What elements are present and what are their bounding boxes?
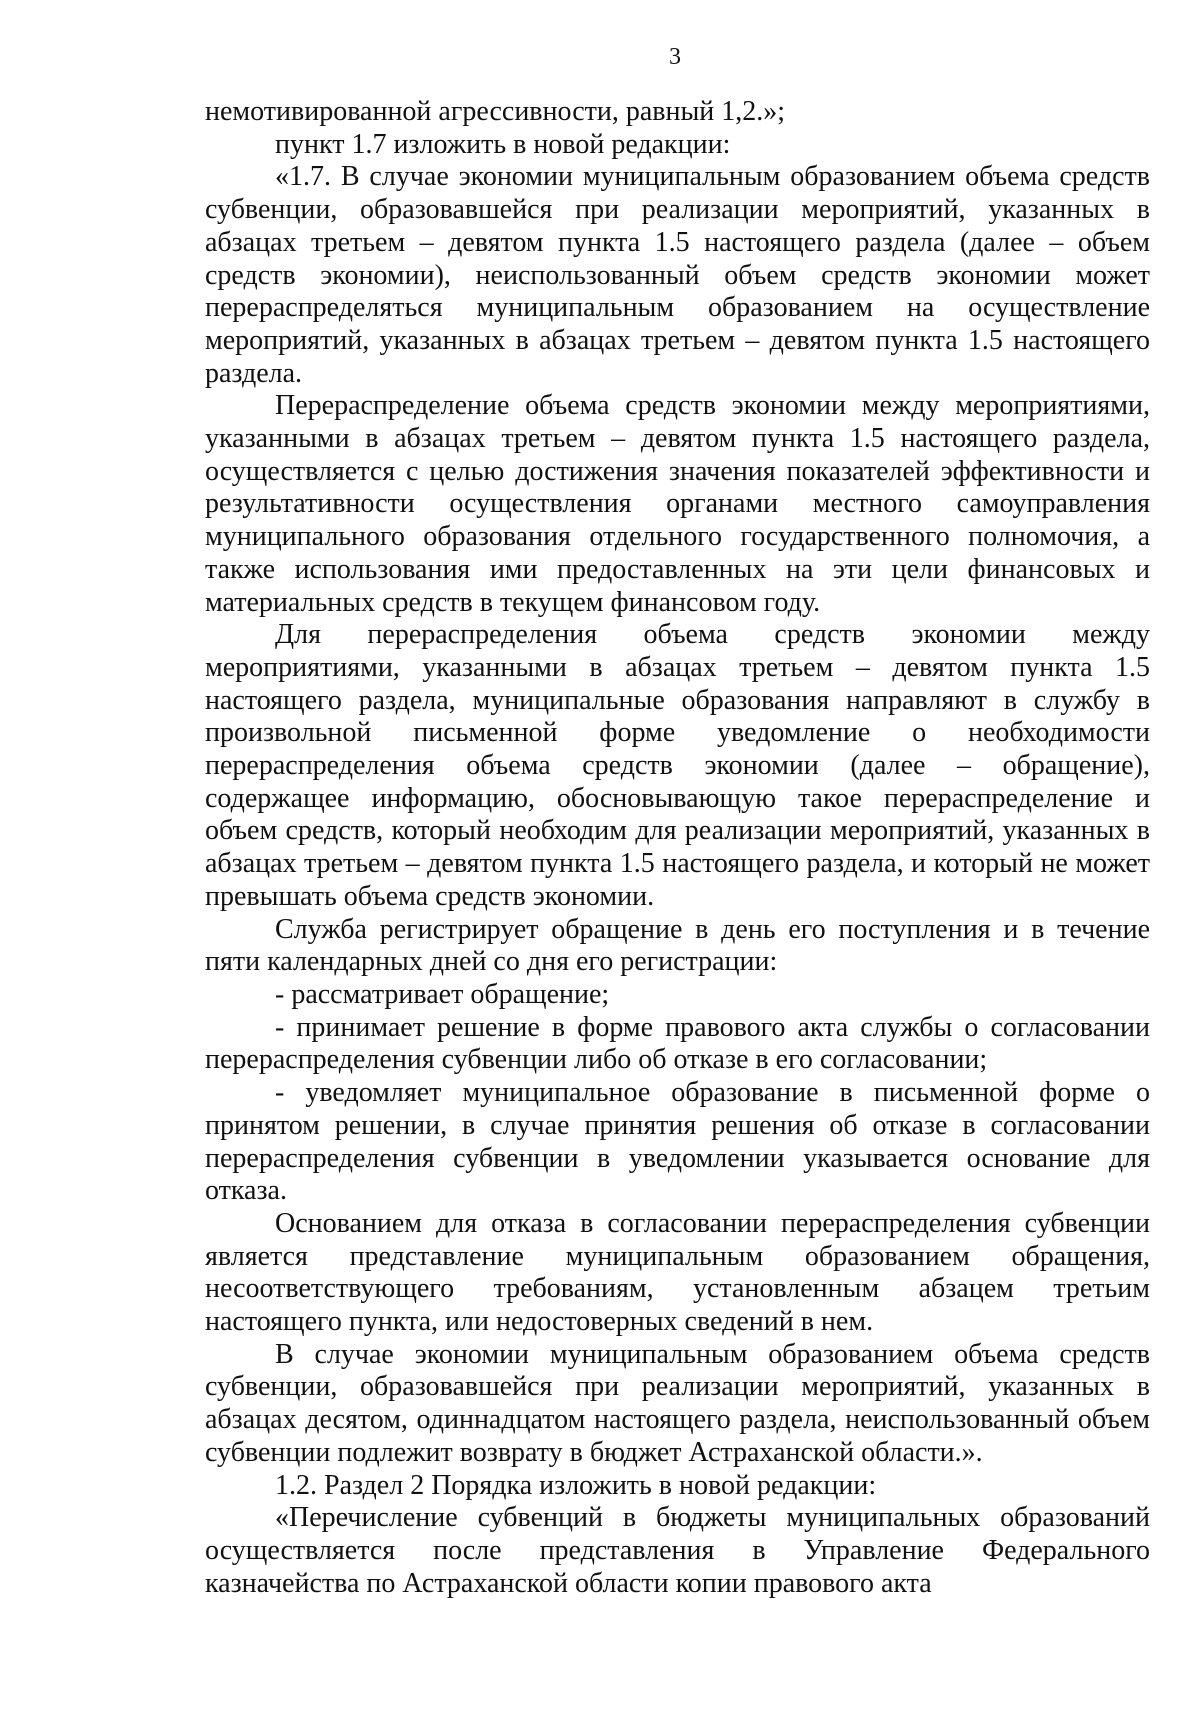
paragraph-section-2: «Перечисление субвенций в бюджеты муниципальных образований осуществляется после представления в Управление Федерального казначейства по Астраханской области копии правового акта: [205, 1502, 1150, 1599]
page-number: 3: [669, 44, 681, 70]
paragraph-redistribution-purpose: Перераспределение объема средств экономии между мероприятиями, указанными в абзацах третьем – девятом пункта 1.5 настоящего раздела, осуществляется с целью достижения значения показателей эффективности и результативности осуществления органами местного самоуправления муниципального образования отдельного государственного полномочия, а также использования ими предоставленных на эти цели финансовых и материальных средств в текущем финансовом году.: [205, 390, 1150, 618]
list-item-review: - рассматривает обращение;: [275, 978, 610, 1010]
paragraph-registration: Служба регистрирует обращение в день его поступления и в течение пяти календарных дней со дня его регистрации:: [205, 913, 1150, 978]
list-item-decision: - принимает решение в форме правового акта службы о согласовании перераспределения субвенции либо об отказе в его согласовании;: [205, 1011, 1150, 1076]
paragraph-refusal-grounds: Основанием для отказа в согласовании перераспределения субвенции является представление муниципальным образованием обращения, несоответствующего требованиям, установленным абзацем третьим настоящего пункта, или недостоверных сведений в нем.: [205, 1207, 1150, 1338]
paragraph-1-7: «1.7. В случае экономии муниципальным образованием объема средств субвенции, образовавшейся при реализации мероприятий, указанных в абзацах третьем – девятом пункта 1.5 настоящего раздела (далее – объем средств экономии), неиспользованный объем средств экономии может перераспределяться муниципальным образованием на осуществление мероприятий, указанных в абзацах третьем – девятом пункта 1.5 настоящего раздела.: [205, 161, 1150, 389]
paragraph-redistribution-request: Для перераспределения объема средств экономии между мероприятиями, указанными в абзацах третьем – девятом пункта 1.5 настоящего раздела, муниципальные образования направляют в службу в произвольной письменной форме уведомление о необходимости перераспределения объема средств экономии (далее – обращение), содержащее информацию, обосновывающую такое перераспределение и объем средств, который необходим для реализации мероприятий, указанных в абзацах третьем – девятом пункта 1.5 настоящего раздела, и который не может превышать объема средств экономии.: [205, 619, 1150, 912]
document-body: [205, 96, 1150, 1600]
paragraph-return-to-budget: В случае экономии муниципальным образованием объема средств субвенции, образовавшейся при реализации мероприятий, указанных в абзацах десятом, одиннадцатом настоящего раздела, неиспользованный объем субвенции подлежит возврату в бюджет Астраханской области.».: [205, 1338, 1150, 1468]
paragraph-continuation: немотивированной агрессивности, равный 1,2.»;: [205, 96, 786, 127]
paragraph-amendment-intro: пункт 1.7 изложить в новой редакции:: [275, 128, 731, 160]
list-item-notify: - уведомляет муниципальное образование в письменной форме о принятом решении, в случае принятия решения об отказе в согласовании перераспределения субвенции в уведомлении указывается основание для отказа.: [205, 1077, 1150, 1207]
paragraph-1-2: 1.2. Раздел 2 Порядка изложить в новой редакции:: [275, 1469, 877, 1501]
